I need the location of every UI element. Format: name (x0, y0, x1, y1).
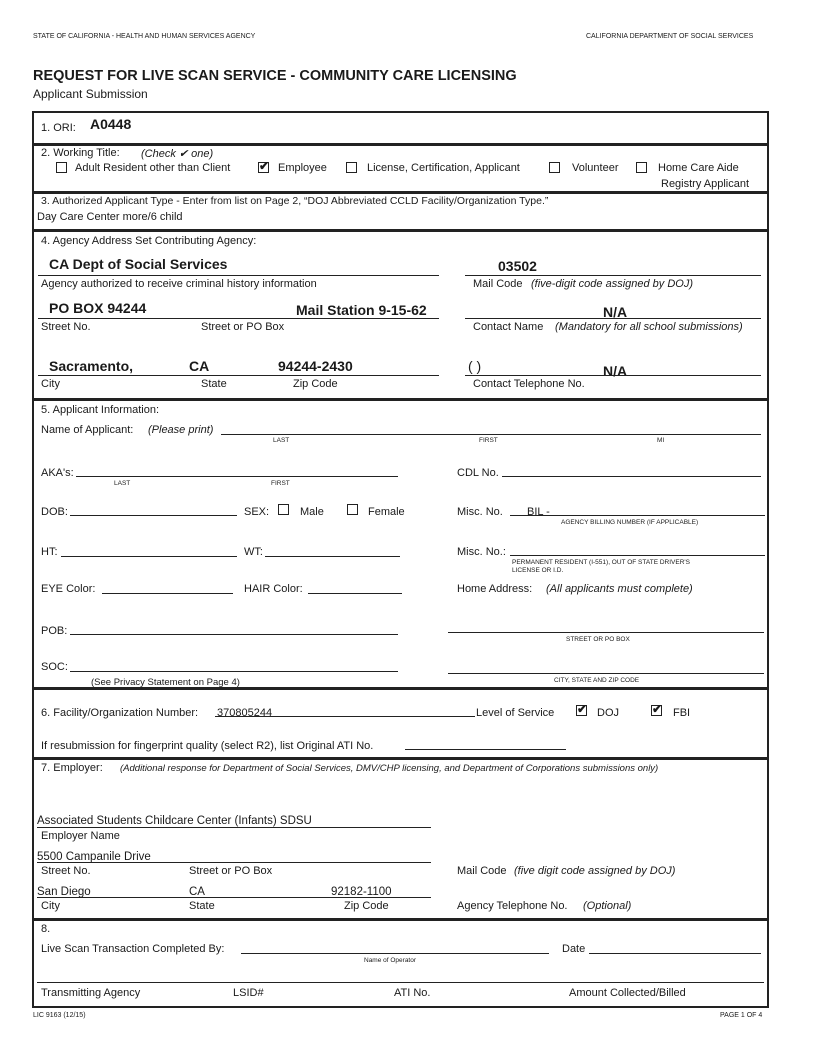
amount-label: Amount Collected/Billed (569, 987, 686, 999)
street-no-value[interactable]: PO BOX 94244 (49, 300, 147, 316)
height-label: HT: (41, 546, 58, 558)
agency-address-label: 4. Agency Address Set Contributing Agency: (41, 235, 257, 247)
volunteer-checkbox[interactable] (549, 162, 560, 173)
operator-sublabel: Name of Operator (364, 957, 417, 964)
section-8-label: 8. (41, 923, 51, 935)
agency-name-label: Agency authorized to receive criminal history information (41, 278, 317, 290)
transmitting-agency-label: Transmitting Agency (41, 987, 141, 999)
facility-number-value[interactable]: 370805244 (217, 707, 273, 719)
zip-label: Zip Code (293, 378, 338, 390)
male-checkbox[interactable] (278, 504, 289, 515)
employer-section-label: 7. Employer: (41, 762, 103, 774)
city-state-zip-sublabel: CITY, STATE AND ZIP CODE (554, 677, 640, 684)
employee-label: Employee (278, 162, 327, 174)
underline (37, 982, 764, 983)
agency-header-right: CALIFORNIA DEPARTMENT OF SOCIAL SERVICES (586, 33, 754, 40)
employer-city-value[interactable]: San Diego (37, 886, 91, 898)
employer-section-hint: (Additional response for Department of Social Services, DMV/CHP licensing, and Department of Corporations submissions only) (120, 763, 659, 774)
city-label: City (41, 378, 60, 390)
cdl-label: CDL No. (457, 467, 499, 479)
phone-value[interactable]: N/A (603, 363, 628, 379)
underline (37, 827, 431, 828)
applicant-type-value[interactable]: Day Care Center more/6 child (37, 211, 183, 223)
misc-no-2-label: Misc. No.: (457, 546, 506, 558)
doj-checkbox[interactable] (576, 702, 588, 716)
operator-name-field[interactable] (241, 953, 549, 954)
underline (37, 897, 431, 898)
home-care-aide-label-2: Registry Applicant (661, 178, 750, 190)
mail-code-label: Mail Code (473, 278, 523, 290)
working-title-label: 2. Working Title: (41, 147, 120, 159)
home-address-label: Home Address: (457, 583, 533, 595)
underline (510, 515, 765, 516)
phone-area-code[interactable]: ( ) (468, 358, 482, 374)
mail-code-value[interactable]: 03502 (498, 258, 537, 274)
weight-label: WT: (244, 546, 263, 558)
form-subtitle: Applicant Submission (33, 87, 148, 101)
employer-state-value[interactable]: CA (189, 886, 205, 898)
employer-zip-value[interactable]: 92182-1100 (331, 886, 392, 898)
applicant-name-label: Name of Applicant: (41, 424, 134, 436)
cdl-field[interactable] (502, 476, 761, 477)
underline (38, 318, 439, 319)
permanent-resident-sublabel: PERMANENT RESIDENT (I-551), OUT OF STATE DRIVER'S (512, 559, 690, 566)
underline (465, 318, 761, 319)
agency-name-value[interactable]: CA Dept of Social Services (49, 256, 228, 272)
aka-first-sublabel: FIRST (271, 480, 290, 487)
underline (38, 375, 439, 376)
divider (32, 757, 769, 760)
home-care-aide-label: Home Care Aide (658, 162, 739, 174)
employer-street-po-label: Street or PO Box (189, 865, 273, 877)
employer-state-label: State (189, 900, 215, 912)
license-label: License, Certification, Applicant (367, 162, 520, 174)
agency-header-left: STATE OF CALIFORNIA - HEALTH AND HUMAN SERVICES AGENCY (33, 33, 256, 40)
date-label: Date (562, 943, 586, 955)
applicant-name-hint: (Please print) (148, 424, 214, 436)
soc-field[interactable] (70, 671, 398, 672)
aka-field[interactable] (76, 476, 398, 477)
employer-name-label: Employer Name (41, 830, 120, 842)
contact-name-value[interactable]: N/A (603, 304, 628, 320)
hair-color-field[interactable] (308, 593, 402, 594)
weight-field[interactable] (265, 556, 400, 557)
misc-no-label: Misc. No. (457, 506, 503, 518)
applicant-type-label: 3. Authorized Applicant Type - Enter from list on Page 2, “DOJ Abbreviated CCLD Facility/Organization Type.” (41, 195, 549, 207)
working-title-hint: (Check ✔ one) (141, 148, 214, 160)
underline (465, 275, 761, 276)
employee-checkbox[interactable] (258, 159, 270, 173)
fbi-checkbox[interactable] (651, 702, 663, 716)
volunteer-label: Volunteer (572, 162, 619, 174)
applicant-name-field[interactable] (221, 434, 761, 435)
female-label: Female (368, 506, 405, 518)
aka-label: AKA's: (41, 467, 74, 479)
male-label: Male (300, 506, 324, 518)
pob-label: POB: (41, 625, 68, 637)
divider (32, 143, 769, 146)
street-po-label: Street or PO Box (201, 321, 285, 333)
state-label: State (201, 378, 227, 390)
form-number: LIC 9163 (12/15) (33, 1012, 86, 1019)
mail-code-hint: (five-digit code assigned by DOJ) (531, 278, 694, 290)
license-id-sublabel: LICENSE OR I.D. (512, 567, 564, 574)
original-ati-field[interactable] (405, 749, 566, 750)
checkmark-icon: ✔ (259, 159, 270, 173)
underline (37, 862, 431, 863)
underline (38, 275, 439, 276)
divider (32, 191, 769, 194)
completed-by-label: Live Scan Transaction Completed By: (41, 943, 225, 955)
privacy-note: (See Privacy Statement on Page 4) (91, 677, 240, 688)
home-street-field[interactable] (448, 632, 764, 633)
street-po-value[interactable]: Mail Station 9-15-62 (296, 302, 427, 318)
eye-color-label: EYE Color: (41, 583, 96, 595)
employer-name-value[interactable]: Associated Students Childcare Center (Infants) SDSU (37, 815, 312, 827)
height-field[interactable] (61, 556, 237, 557)
divider (32, 229, 769, 232)
street-no-label: Street No. (41, 321, 91, 333)
underline (215, 716, 475, 717)
underline (465, 375, 761, 376)
employer-street-value[interactable]: 5500 Campanile Drive (37, 851, 151, 863)
agency-phone-hint: (Optional) (583, 900, 632, 912)
street-po-sublabel: STREET OR PO BOX (566, 636, 630, 643)
sex-label: SEX: (244, 506, 270, 518)
state-value[interactable]: CA (189, 358, 210, 374)
agency-phone-label: Agency Telephone No. (457, 900, 568, 912)
divider (32, 918, 769, 921)
fbi-label: FBI (673, 707, 691, 719)
eye-color-field[interactable] (102, 593, 233, 594)
contact-name-hint: (Mandatory for all school submissions) (555, 321, 743, 333)
employer-mail-code-hint: (five digit code assigned by DOJ) (514, 865, 676, 877)
page-number: PAGE 1 OF 4 (720, 1012, 763, 1019)
contact-name-label: Contact Name (473, 321, 544, 333)
level-of-service-label: Level of Service (476, 707, 555, 719)
resubmission-label: If resubmission for fingerprint quality (select R2), list Original ATI No. (41, 740, 374, 752)
female-checkbox[interactable] (347, 504, 358, 515)
divider (32, 398, 769, 401)
pob-field[interactable] (70, 634, 398, 635)
phone-label: Contact Telephone No. (473, 378, 585, 390)
city-value[interactable]: Sacramento, (49, 358, 134, 374)
ati-label: ATI No. (394, 987, 431, 999)
license-checkbox[interactable] (346, 162, 357, 173)
checkmark-icon: ✔ (652, 702, 663, 716)
facility-number-label: 6. Facility/Organization Number: (41, 707, 199, 719)
aka-last-sublabel: LAST (114, 480, 131, 487)
misc-no-2-field[interactable] (510, 555, 765, 556)
applicant-info-label: 5. Applicant Information: (41, 404, 160, 416)
dob-label: DOB: (41, 506, 68, 518)
misc-no-value[interactable]: BIL - (527, 506, 550, 518)
home-city-field[interactable] (448, 673, 764, 674)
ori-value[interactable]: A0448 (90, 116, 132, 132)
form-title: REQUEST FOR LIVE SCAN SERVICE - COMMUNITY CARE LICENSING (33, 68, 517, 84)
date-field[interactable] (589, 953, 761, 954)
hair-color-label: HAIR Color: (244, 583, 303, 595)
first-sublabel: FIRST (479, 437, 498, 444)
employer-mail-code-label: Mail Code (457, 865, 507, 877)
employer-city-label: City (41, 900, 60, 912)
mi-sublabel: MI (657, 437, 665, 444)
adult-resident-label: Adult Resident other than Client (75, 162, 231, 174)
home-care-aide-checkbox[interactable] (636, 162, 647, 173)
lsid-label: LSID# (233, 987, 264, 999)
last-sublabel: LAST (273, 437, 290, 444)
soc-label: SOC: (41, 661, 68, 673)
checkmark-icon: ✔ (577, 702, 588, 716)
billing-number-sublabel: AGENCY BILLING NUMBER (IF APPLICABLE) (561, 519, 699, 526)
employer-street-no-label: Street No. (41, 865, 91, 877)
dob-field[interactable] (70, 515, 237, 516)
ori-label: 1. ORI: (41, 122, 76, 134)
zip-value[interactable]: 94244-2430 (278, 358, 353, 374)
doj-label: DOJ (597, 707, 619, 719)
adult-resident-checkbox[interactable] (56, 162, 67, 173)
employer-zip-label: Zip Code (344, 900, 389, 912)
home-address-hint: (All applicants must complete) (546, 583, 693, 595)
